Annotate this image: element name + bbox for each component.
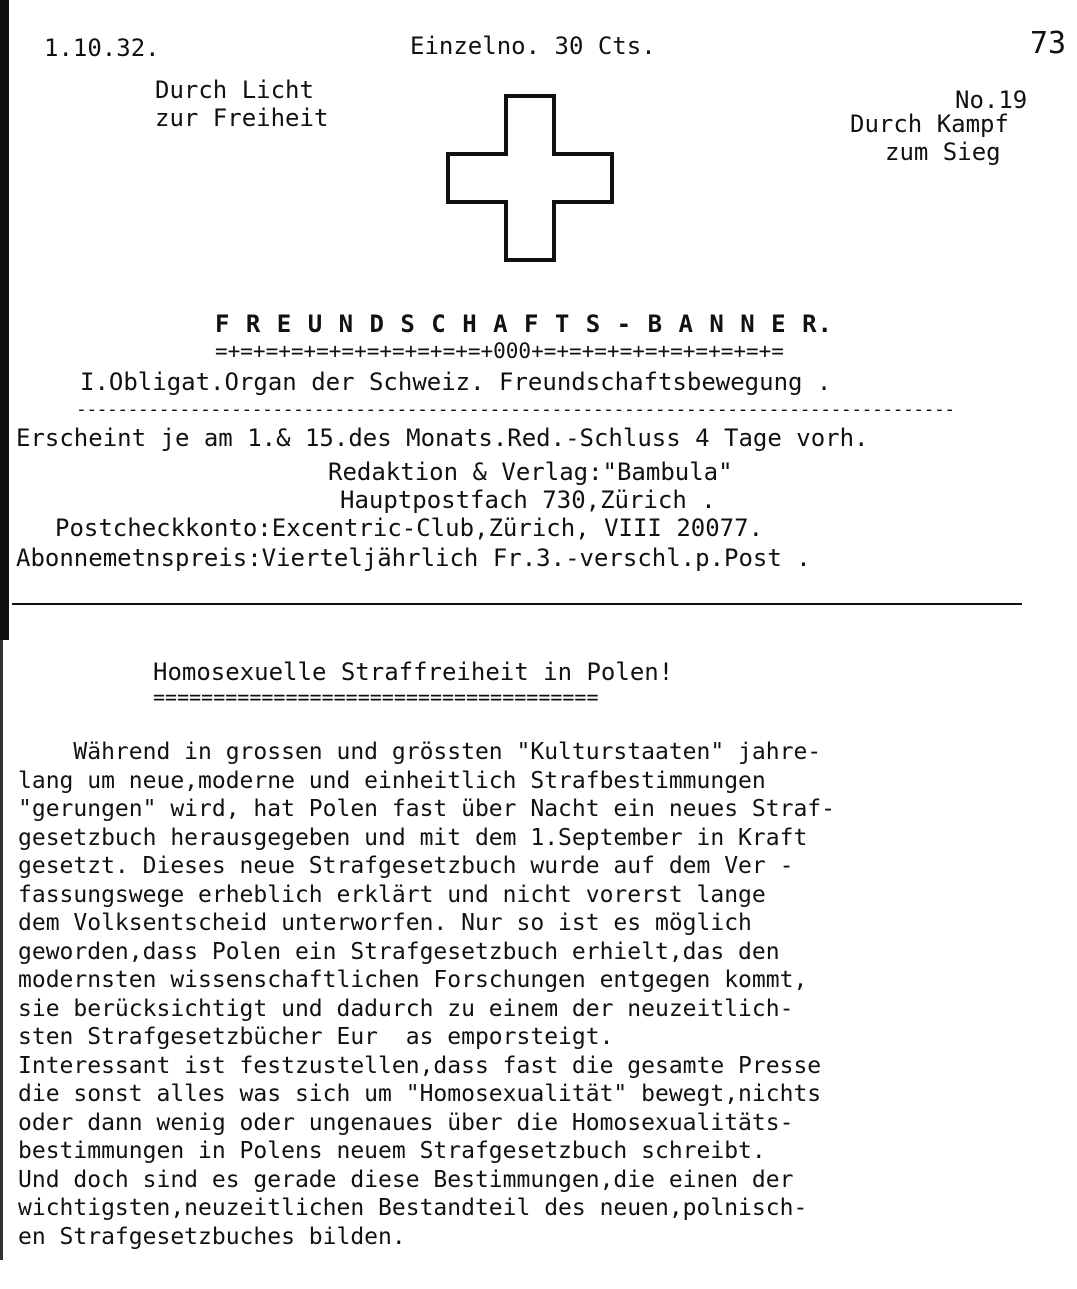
article-line: en Strafgesetzbuches bilden. bbox=[18, 1223, 406, 1250]
single-issue-price: Einzelno. 30 Cts. bbox=[410, 32, 656, 60]
article-line: geworden,dass Polen ein Strafgesetzbuch erhielt,das den bbox=[18, 938, 780, 965]
article-line: gesetzt. Dieses neue Strafgesetzbuch wurde auf dem Ver - bbox=[18, 853, 794, 879]
article-line: sie berücksichtigt und dadurch zu einem der neuzeitlich- bbox=[18, 995, 794, 1022]
article-line: fassungswege erheblich erklärt und nicht vorerst lange bbox=[18, 881, 766, 908]
swiss-cross-icon bbox=[440, 88, 620, 268]
left-margin-rule-lower bbox=[0, 640, 3, 1260]
article-line: "gerungen" wird, hat Polen fast über Nacht ein neues Straf- bbox=[18, 796, 835, 822]
article-line: modernsten wissenschaftlichen Forschungen entgegen kommt, bbox=[18, 967, 808, 993]
subscription-price: Abonnemetnspreis:Vierteljährlich Fr.3.-verschl.p.Post . bbox=[16, 544, 811, 572]
motto-right-line1: Durch Kampf bbox=[850, 110, 1009, 138]
issue-date: 1.10.32. bbox=[44, 34, 160, 62]
issue-number: No.19 bbox=[955, 86, 1028, 114]
page-number: 73 bbox=[1030, 26, 1067, 61]
masthead-title: F R E U N D S C H A F T S - B A N N E R. bbox=[215, 310, 833, 338]
postal-cheque-account: Postcheckkonto:Excentric-Club,Zürich, VIII 20077. bbox=[55, 514, 764, 542]
editorial-office: Redaktion & Verlag:"Bambula" bbox=[328, 458, 733, 486]
article-line: sten Strafgesetzbücher Eur as emporsteigt. bbox=[18, 1024, 614, 1050]
article-line: bestimmungen in Polens neuem Strafgesetzbuch schreibt. bbox=[18, 1138, 766, 1164]
header-divider bbox=[12, 603, 1022, 605]
motto-right-line2: zum Sieg bbox=[885, 138, 1001, 166]
article-headline: Homosexuelle Straffreiheit in Polen! bbox=[153, 658, 674, 686]
postal-address: Hauptpostfach 730,Zürich . bbox=[340, 486, 716, 514]
masthead-dashes: ------------------------------------------------------------------------------------- bbox=[76, 399, 955, 420]
left-margin-rule bbox=[0, 0, 9, 640]
article-line: Interessant ist festzustellen,dass fast die gesamte Presse bbox=[18, 1052, 822, 1079]
article-line: gesetzbuch herausgegeben und mit dem 1.September in Kraft bbox=[18, 824, 808, 851]
article-body bbox=[18, 738, 1028, 1251]
headline-underline: ===================================== bbox=[153, 685, 599, 709]
article-line: dem Volksentscheid unterworfen. Nur so ist es möglich bbox=[18, 910, 752, 936]
article-line: Während in grossen und grössten "Kulturstaaten" jahre- bbox=[18, 739, 822, 765]
article-line: die sonst alles was sich um "Homosexualität" bewegt,nichts bbox=[18, 1081, 822, 1107]
motto-left-line1: Durch Licht bbox=[155, 76, 314, 104]
masthead-subtitle: I.Obligat.Organ der Schweiz. Freundschaftsbewegung . bbox=[80, 368, 832, 396]
article-line: Und doch sind es gerade diese Bestimmungen,die einen der bbox=[18, 1166, 794, 1193]
article-line: oder dann wenig oder ungenaues über die Homosexualitäts- bbox=[18, 1109, 794, 1136]
article-line: lang um neue,moderne und einheitlich Strafbestimmungen bbox=[18, 767, 766, 794]
article-line: wichtigsten,neuzeitlichen Bestandteil des neuen,polnisch- bbox=[18, 1195, 808, 1221]
motto-left-line2: zur Freiheit bbox=[155, 104, 329, 132]
masthead-ornament: =+=+=+=+=+=+=+=+=+=+=+000+=+=+=+=+=+=+=+=+=+= bbox=[215, 339, 784, 363]
publication-schedule: Erscheint je am 1.& 15.des Monats.Red.-Schluss 4 Tage vorh. bbox=[16, 424, 869, 452]
